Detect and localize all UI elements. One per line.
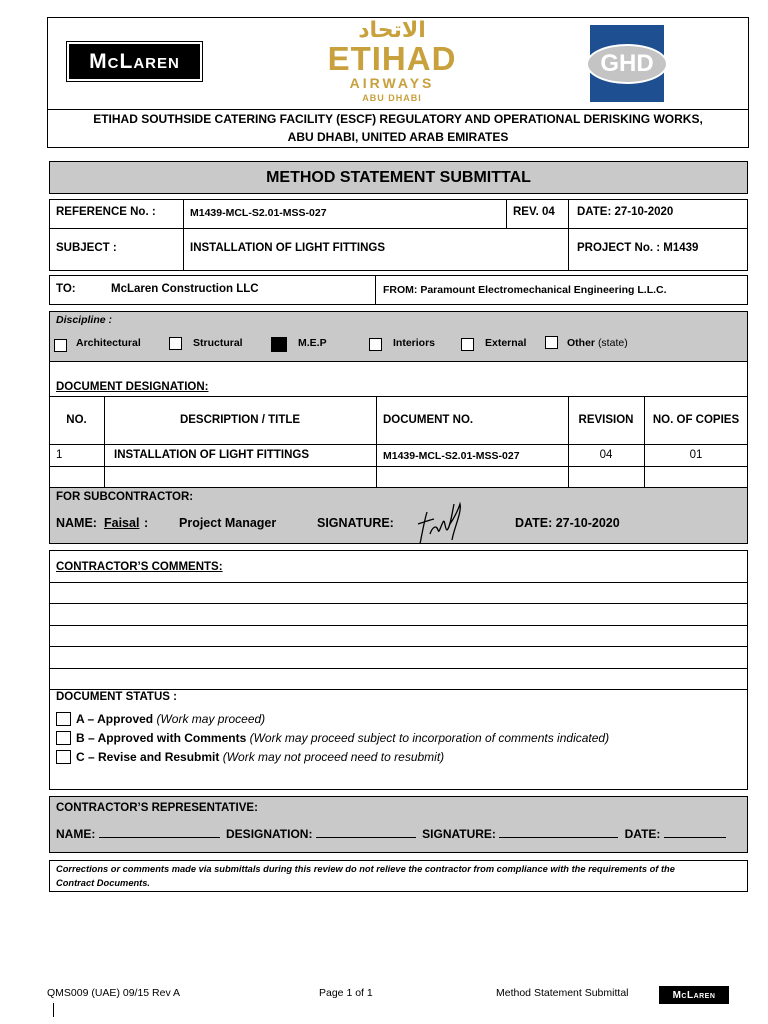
- ghd-logo: [590, 25, 664, 102]
- status-heading: DOCUMENT STATUS :: [56, 691, 177, 703]
- status-comments-code: B – Approved with Comments: [76, 731, 247, 745]
- status-resubmit-note: (Work may not proceed need to resubmit): [222, 750, 445, 764]
- discipline-other-label: Other: [567, 337, 596, 349]
- checkbox-status-comments[interactable]: [56, 731, 71, 745]
- reference-value: M1439-MCL-S2.01-MSS-027: [190, 207, 327, 219]
- col-header-document: DOCUMENT NO.: [383, 414, 474, 426]
- etihad-city: ABU DHABI: [362, 93, 422, 103]
- reference-label: REFERENCE No. :: [56, 206, 156, 218]
- discipline-mep: M.E.P: [298, 337, 327, 349]
- checkbox-other[interactable]: [545, 336, 558, 349]
- subject-label: SUBJECT :: [56, 242, 117, 254]
- row-revision: 04: [599, 449, 613, 461]
- footer-title: Method Statement Submittal: [496, 987, 629, 999]
- status-comments-note: (Work may proceed subject to incorporation of comments indicated): [249, 731, 610, 745]
- discipline-label: Discipline :: [56, 314, 113, 326]
- discipline-external: External: [485, 337, 527, 349]
- designation-heading: DOCUMENT DESIGNATION:: [56, 381, 209, 393]
- to-value: McLaren Construction LLC: [111, 283, 259, 295]
- footer-logo-text: McLaren: [672, 989, 716, 1001]
- project-title-line1: ETIHAD SOUTHSIDE CATERING FACILITY (ESCF) REGULATORY AND OPERATIONAL DERISKING WORKS,: [93, 112, 703, 126]
- mclaren-logo: [67, 42, 202, 81]
- checkbox-external[interactable]: [461, 338, 474, 351]
- status-resubmit-code: C – Revise and Resubmit: [76, 750, 220, 764]
- checkbox-structural[interactable]: [169, 337, 182, 350]
- rep-signature-label: SIGNATURE:: [422, 827, 496, 841]
- subject-value: INSTALLATION OF LIGHT FITTINGS: [190, 242, 386, 254]
- discipline-interiors: Interiors: [393, 337, 436, 349]
- disclaimer-line2: Contract Documents.: [56, 878, 151, 888]
- etihad-airways: AIRWAYS: [349, 75, 435, 91]
- project-number: PROJECT No. : M1439: [577, 242, 699, 254]
- row-no: 1: [56, 449, 63, 461]
- representative-fields: [56, 826, 726, 841]
- rep-date-field[interactable]: [664, 826, 726, 838]
- footer-code: QMS009 (UAE) 09/15 Rev A: [47, 987, 181, 999]
- col-header-no: NO.: [66, 414, 87, 426]
- project-title-line2: ABU DHABI, UNITED ARAB EMIRATES: [287, 130, 509, 144]
- ghd-logo-text: GHD: [600, 50, 654, 77]
- status-resubmit: [76, 750, 444, 764]
- footer-page: Page 1 of 1: [319, 987, 373, 999]
- row-document: M1439-MCL-S2.01-MSS-027: [383, 450, 520, 462]
- rep-designation-label: DESIGNATION:: [226, 827, 313, 841]
- subcontractor-name-colon: :: [144, 516, 149, 530]
- discipline-architectural: Architectural: [76, 337, 141, 349]
- to-label: TO:: [56, 283, 76, 295]
- checkbox-status-approved[interactable]: [56, 712, 71, 726]
- status-with-comments: [76, 731, 609, 745]
- rep-date-label: DATE:: [624, 827, 661, 841]
- subcontractor-role: Project Manager: [179, 516, 277, 530]
- revision-value: REV. 04: [513, 206, 555, 218]
- checkbox-mep[interactable]: [271, 337, 287, 352]
- reference-date: DATE: 27-10-2020: [577, 206, 674, 218]
- subcontractor-heading: FOR SUBCONTRACTOR:: [56, 491, 194, 503]
- etihad-arabic: الاتحاد: [358, 18, 426, 43]
- col-header-revision: REVISION: [578, 414, 634, 426]
- ghd-logo-oval: [586, 44, 668, 84]
- subcontractor-name-label: NAME:: [56, 516, 97, 530]
- status-approved-note: (Work may proceed): [156, 712, 266, 726]
- etihad-name: ETIHAD: [327, 40, 457, 77]
- status-approved: [76, 712, 265, 726]
- rep-name-field[interactable]: [99, 826, 220, 838]
- discipline-other-suffix: (state): [597, 337, 628, 349]
- comments-heading: CONTRACTOR’S COMMENTS:: [56, 561, 223, 573]
- subcontractor-signature-label: SIGNATURE:: [317, 516, 394, 530]
- rep-name-label: NAME:: [56, 827, 96, 841]
- discipline-other: [567, 337, 628, 349]
- handwritten-signature: [410, 494, 470, 550]
- col-header-title: DESCRIPTION / TITLE: [179, 414, 301, 426]
- rep-designation-field[interactable]: [316, 826, 416, 838]
- subcontractor-date: DATE: 27-10-2020: [515, 516, 620, 530]
- checkbox-status-resubmit[interactable]: [56, 750, 71, 764]
- col-header-copies: NO. OF COPIES: [652, 414, 740, 426]
- etihad-logo: [312, 19, 472, 109]
- subcontractor-name: Faisal: [104, 516, 140, 530]
- footer-mclaren-logo: [659, 986, 729, 1004]
- text-cursor: [53, 1003, 54, 1017]
- representative-heading: CONTRACTOR’S REPRESENTATIVE:: [56, 802, 258, 814]
- row-title: INSTALLATION OF LIGHT FITTINGS: [114, 449, 310, 461]
- discipline-structural: Structural: [193, 337, 243, 349]
- mclaren-logo-text: McLaren: [89, 49, 180, 73]
- form-title: METHOD STATEMENT SUBMITTAL: [266, 169, 531, 186]
- from-value: FROM: Paramount Electromechanical Engineering L.L.C.: [383, 284, 667, 296]
- row-copies: 01: [689, 449, 703, 461]
- rep-signature-field[interactable]: [499, 826, 618, 838]
- checkbox-architectural[interactable]: [54, 339, 67, 352]
- checkbox-interiors[interactable]: [369, 338, 382, 351]
- disclaimer-line1: Corrections or comments made via submittals during this review do not relieve the contractor from compliance with the requirements of the: [56, 864, 675, 874]
- status-approved-code: A – Approved: [76, 712, 154, 726]
